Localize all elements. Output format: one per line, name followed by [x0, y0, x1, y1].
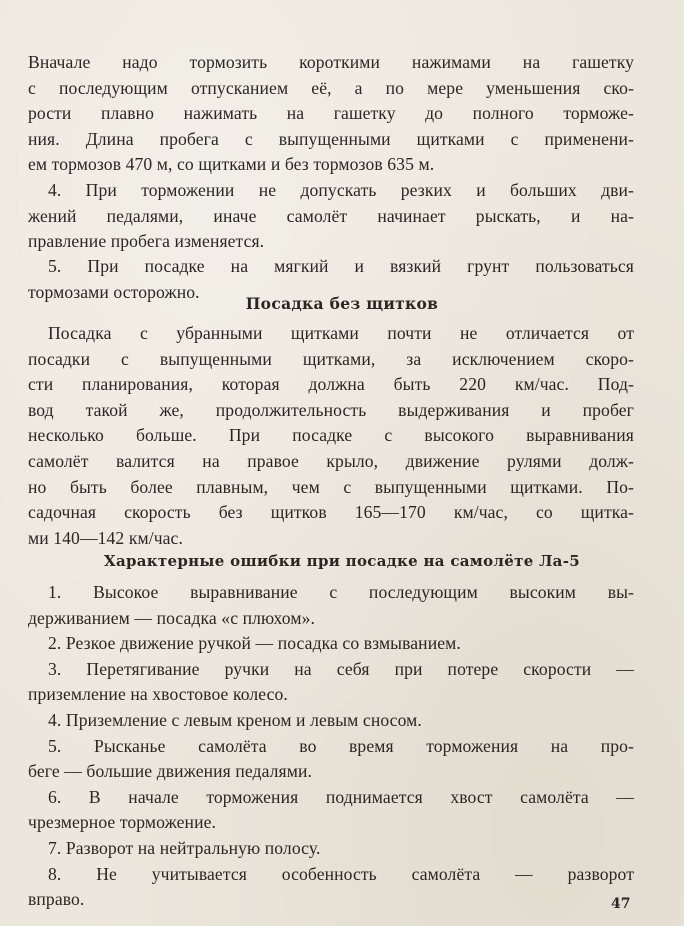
list-item: 2. Резкое движение ручкой — посадка со взмыванием.: [48, 633, 461, 654]
text-line: Вначале надо тормозить короткими нажимами на гашетку: [28, 52, 634, 72]
section-heading-landing-without-flaps: Посадка без щитков: [245, 294, 439, 313]
list-item-continuation: беге — большие движения педалями.: [28, 761, 312, 782]
text-line: тормозами осторожно.: [28, 281, 200, 302]
text-line: правление пробега изменяется.: [28, 231, 265, 252]
list-item: 5. Рысканье самолёта во время торможения на про-: [48, 735, 634, 756]
text-line: но быть более плавным, чем с выпущенными щитками. По-: [28, 476, 634, 497]
text-line: сти планирования, которая должна быть 220 км/час. Под-: [28, 374, 634, 395]
text-line: рости плавно нажимать на гашетку до полного торможе-: [28, 103, 634, 124]
text-line: ния. Длина пробега с выпущенными щитками с применени-: [28, 128, 634, 149]
errors-list: [28, 580, 634, 913]
text-line: 5. При посадке на мягкий и вязкий грунт пользоваться: [48, 256, 634, 276]
list-item-continuation: чрезмерное торможение.: [28, 812, 216, 833]
text-line: самолёт валится на правое крыло, движение рулями долж-: [28, 450, 634, 471]
text-line: ми 140—142 км/час.: [28, 527, 183, 548]
text-line: вод такой же, продолжительность выдерживания и пробег: [28, 399, 634, 420]
text-line: жений педалями, иначе самолёт начинает рыскать, и на-: [28, 205, 634, 226]
text-line: посадки с выпущенными щитками, за исключением скоро-: [28, 348, 634, 369]
list-item-continuation: приземление на хвостовое колесо.: [28, 684, 288, 705]
text-line: садочная скорость без щитков 165—170 км/час, со щитка-: [28, 502, 634, 523]
section-1-paragraph: [28, 321, 634, 551]
item-4-paragraph: [28, 178, 634, 255]
list-item: 7. Разворот на нейтральную полосу.: [48, 837, 321, 858]
list-item: 6. В начале торможения поднимается хвост самолёта —: [48, 786, 634, 807]
list-item: 3. Перетягивание ручки на себя при потере скорости —: [48, 658, 634, 679]
list-item: 8. Не учитывается особенность самолёта — разворот: [48, 863, 634, 884]
text-line: с последующим отпусканием её, а по мере уменьшения ско-: [28, 77, 634, 98]
page-number: 47: [611, 896, 631, 912]
intro-paragraph: [28, 50, 634, 178]
text-line: ем тормозов 470 м, со щитками и без тормозов 635 м.: [28, 154, 435, 175]
list-item: 4. Приземление с левым креном и левым сносом.: [48, 709, 422, 730]
text-line: 4. При торможении не допускать резких и больших дви-: [48, 180, 634, 200]
text-line: несколько больше. При посадке с высокого выравнивания: [28, 425, 634, 446]
list-item: 1. Высокое выравнивание с последующим высоким вы-: [48, 582, 634, 602]
text-line: Посадка с убранными щитками почти не отличается от: [48, 323, 634, 343]
section-heading-typical-errors: Характерные ошибки при посадке на самолёте Ла-5: [104, 552, 580, 570]
list-item-continuation: вправо.: [28, 889, 85, 910]
list-item-continuation: держиванием — посадка «с плюхом».: [28, 607, 315, 628]
